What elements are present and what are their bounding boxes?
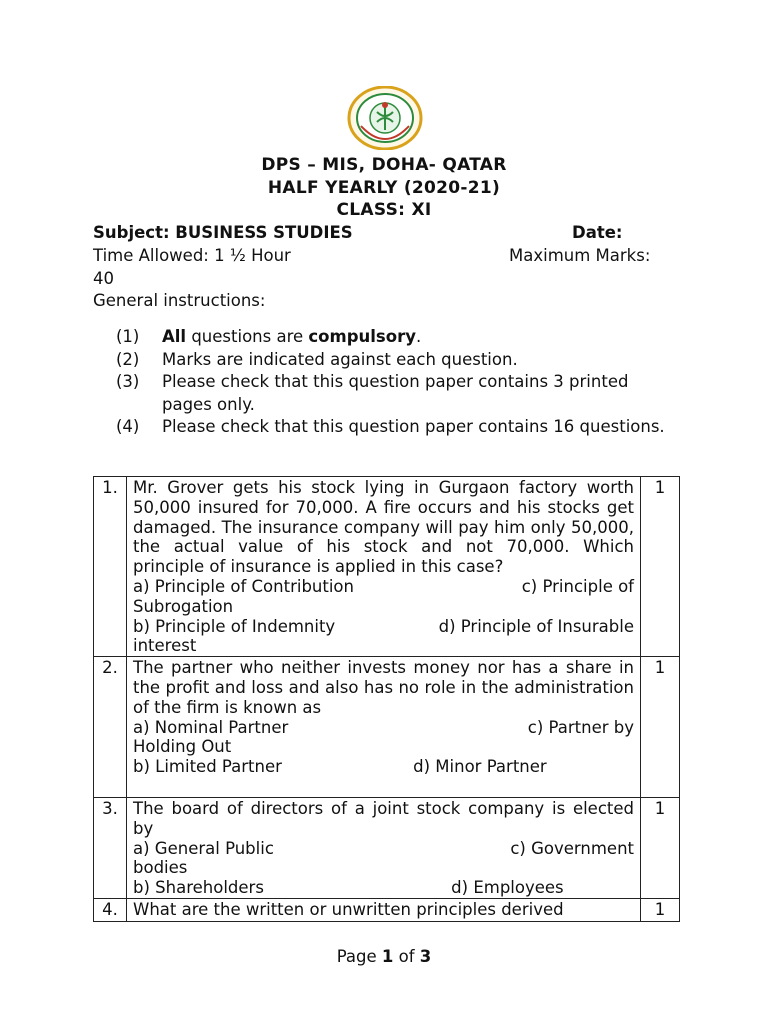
- instruction-item: [116, 371, 676, 416]
- option-b: b) Principle of Indemnity: [133, 616, 336, 636]
- page-footer: [0, 947, 768, 966]
- option-c: c) Government: [510, 838, 634, 858]
- option-c-continued: bodies: [133, 858, 188, 878]
- question-number: 1.: [94, 477, 127, 657]
- subject-label: Subject: BUSINESS STUDIES: [93, 223, 353, 242]
- option-d: d) Principle of Insurable: [438, 616, 634, 636]
- option-row: [133, 839, 634, 859]
- question-body: [127, 477, 641, 657]
- time-allowed: Time Allowed: 1 ½ Hour: [93, 246, 291, 265]
- option-c-continued: Subrogation: [133, 596, 234, 616]
- option-row: [133, 617, 634, 637]
- question-number: 3.: [94, 797, 127, 898]
- question-number: 2.: [94, 657, 127, 798]
- instruction-item: [116, 326, 676, 349]
- instruction-number: (4): [116, 417, 140, 436]
- option-c-continued: Holding Out: [133, 737, 232, 757]
- question-marks: 1: [641, 657, 680, 798]
- instruction-number: (3): [116, 372, 140, 391]
- instructions-list: [116, 326, 676, 439]
- option-b: b) Limited Partner: [133, 757, 282, 777]
- question-row: [94, 898, 680, 921]
- max-marks-value: 40: [93, 269, 114, 288]
- instruction-text: .: [415, 327, 422, 346]
- question-marks: 1: [641, 477, 680, 657]
- instruction-number: (1): [116, 327, 140, 346]
- option-a: a) General Public: [133, 838, 274, 858]
- option-a: a) Nominal Partner: [133, 717, 289, 737]
- option-row: [133, 757, 634, 777]
- footer-text: Page: [336, 947, 382, 966]
- question-text: What are the written or unwritten principles derived: [127, 898, 641, 921]
- question-body: [127, 657, 641, 798]
- option-b: b) Shareholders: [133, 878, 264, 898]
- question-text: The board of directors of a joint stock company is elected by: [133, 798, 634, 838]
- option-a: a) Principle of Contribution: [133, 576, 354, 596]
- exam-title: HALF YEARLY (2020-21): [267, 178, 501, 198]
- max-marks-label: Maximum Marks:: [509, 246, 651, 265]
- page-number: 1: [381, 947, 394, 966]
- option-row: [133, 577, 634, 597]
- instruction-number: (2): [116, 349, 140, 369]
- question-marks: 1: [641, 898, 680, 921]
- instruction-text: questions are: [186, 327, 309, 346]
- class-label: CLASS: XI: [336, 200, 432, 220]
- option-d: d) Employees: [451, 878, 564, 898]
- instruction-item: [116, 349, 676, 372]
- instruction-emphasis: All: [162, 327, 187, 346]
- question-row: [94, 477, 680, 657]
- instruction-emphasis: compulsory: [308, 327, 416, 346]
- option-d: d) Minor Partner: [413, 757, 547, 777]
- page-total: 3: [419, 947, 432, 966]
- instruction-item: [116, 416, 676, 439]
- question-row: [94, 657, 680, 798]
- option-c: c) Principle of: [521, 576, 634, 596]
- school-logo: [347, 86, 423, 150]
- option-d-continued: interest: [133, 636, 197, 656]
- instruction-text: Please check that this question paper contains 3 printed pages only.: [162, 372, 629, 414]
- school-name: DPS – MIS, DOHA- QATAR: [261, 155, 507, 175]
- question-number: 4.: [94, 898, 127, 921]
- option-row: [133, 878, 634, 898]
- option-row: [133, 718, 634, 738]
- question-row: [94, 797, 680, 898]
- instructions-heading: General instructions:: [93, 291, 266, 310]
- question-marks: 1: [641, 797, 680, 898]
- instruction-text: Marks are indicated against each question.: [162, 349, 518, 369]
- question-text: Mr. Grover gets his stock lying in Gurgaon factory worth 50,000 insured for 70,000. A fire occurs and his stocks get damaged. The insurance company will pay him only 50,000, the actual value of his stock and not 70,000. Which principle of insurance is applied in this case?: [133, 478, 634, 577]
- date-label: Date:: [572, 223, 623, 242]
- option-c: c) Partner by: [527, 717, 634, 737]
- questions-table: [93, 476, 680, 922]
- question-text: The partner who neither invests money nor has a share in the profit and loss and also has no role in the administration of the firm is known as: [133, 658, 634, 717]
- question-body: [127, 797, 641, 898]
- instruction-text: Please check that this question paper contains 16 questions.: [162, 417, 665, 436]
- footer-text: of: [393, 947, 420, 966]
